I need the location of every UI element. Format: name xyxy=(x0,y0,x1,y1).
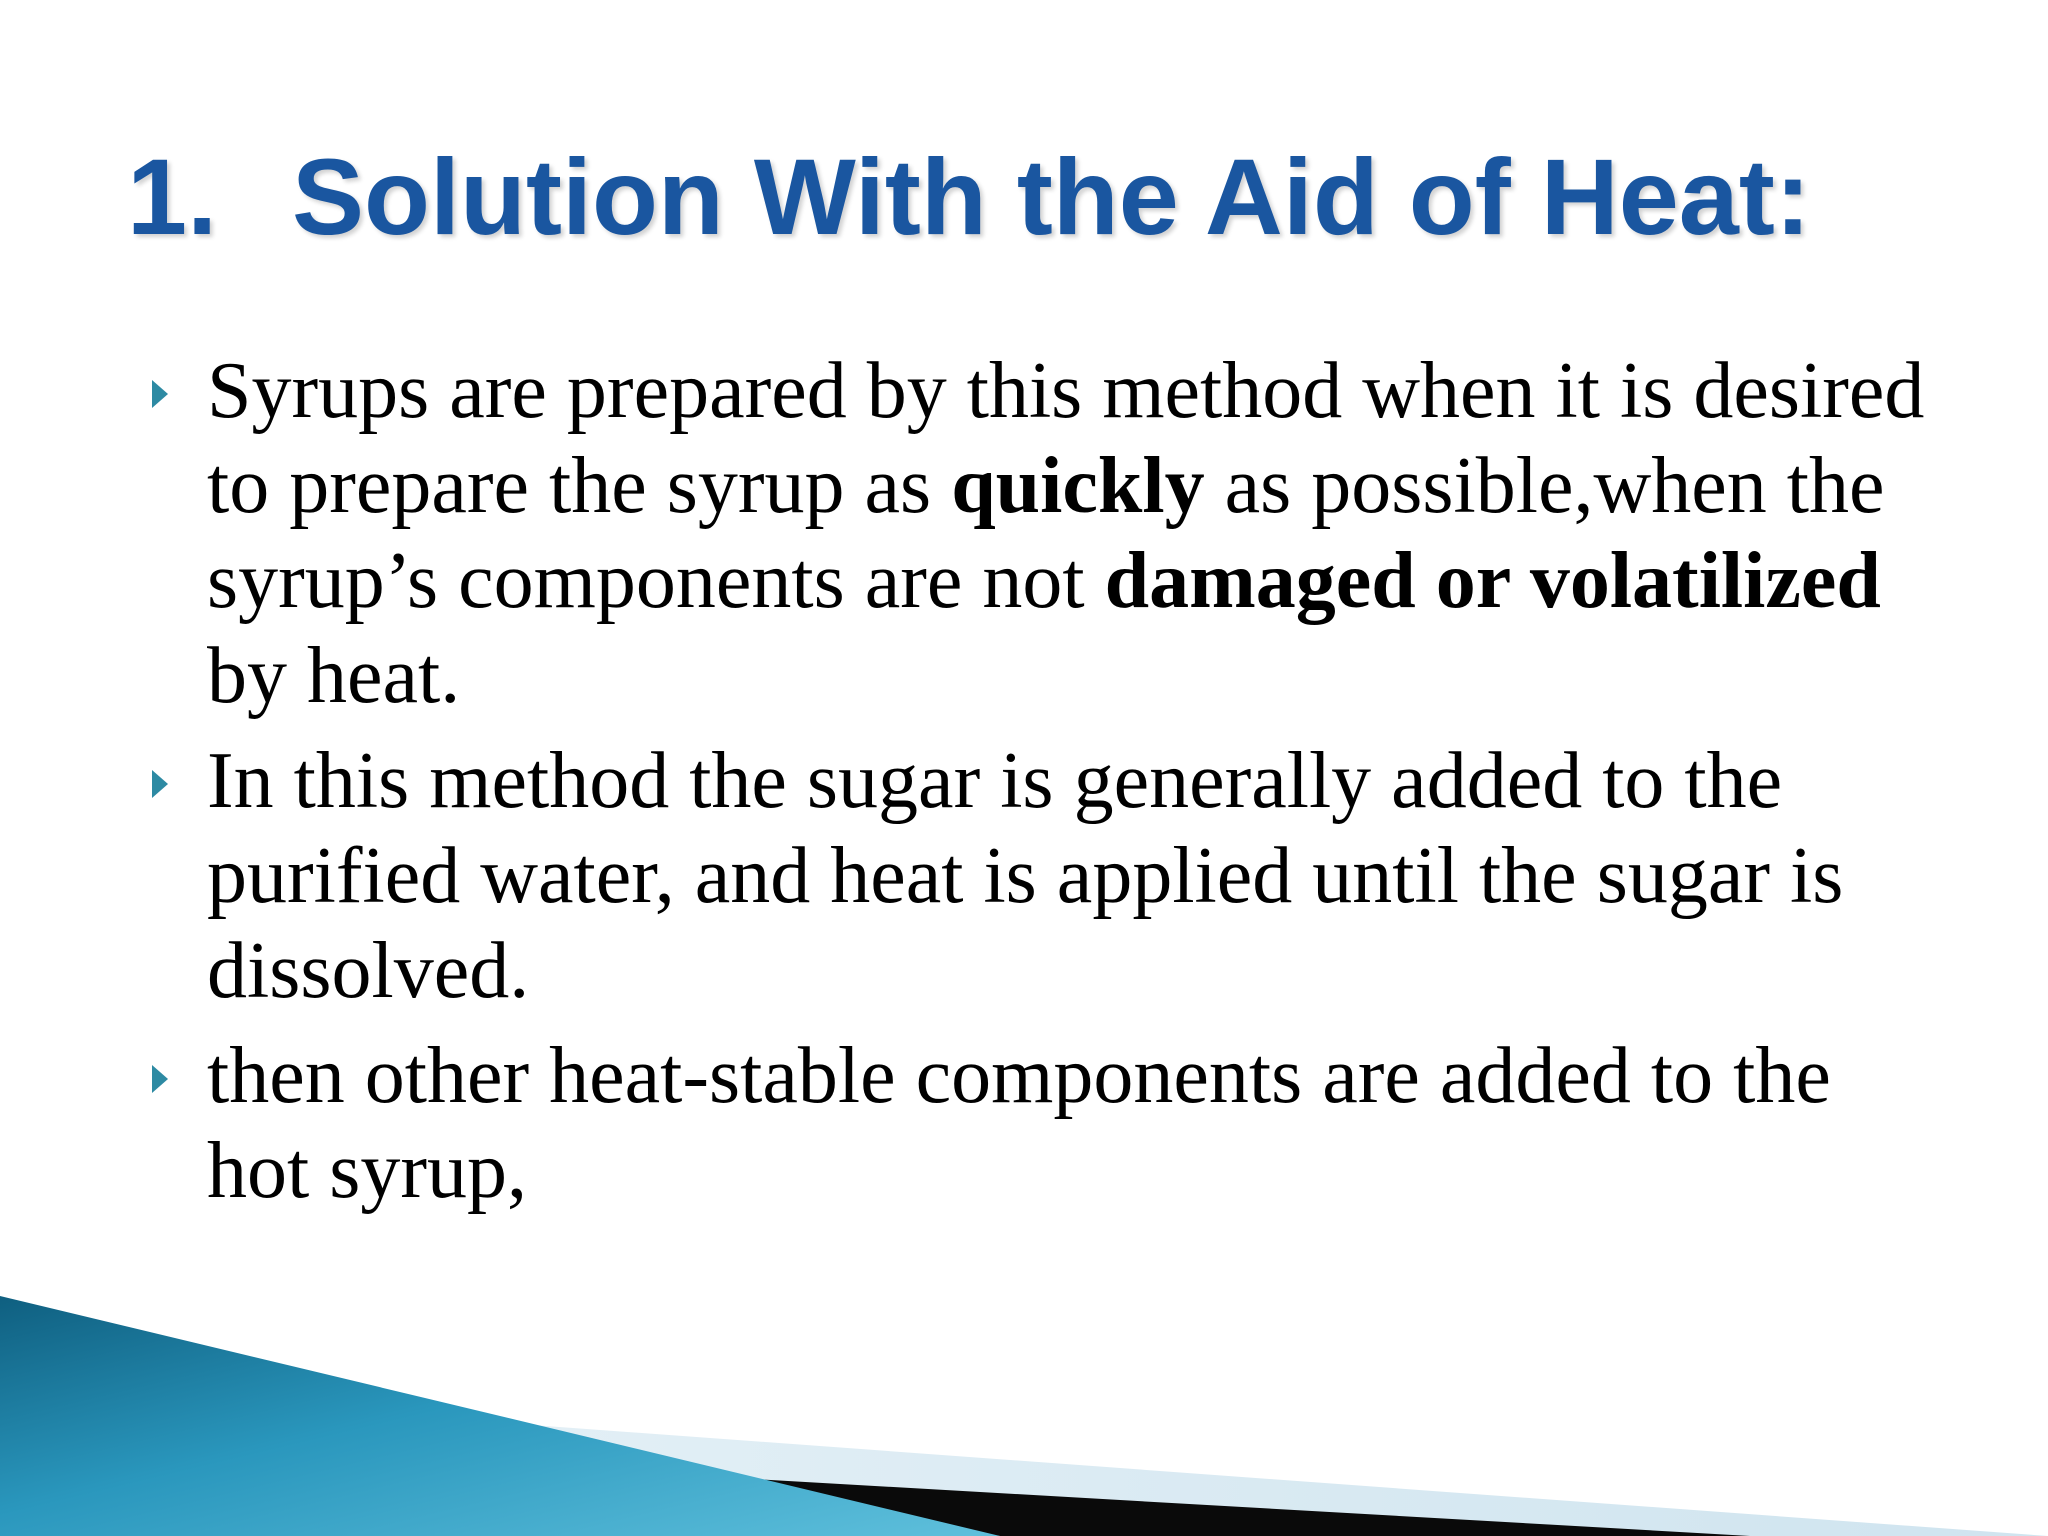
decor-teal-wedge xyxy=(0,1296,1000,1536)
triangle-right-icon xyxy=(152,380,168,408)
bullet-3-text: then other heat-stable components are added to the hot syrup, xyxy=(207,1032,1831,1215)
slide-decoration xyxy=(0,1296,2048,1536)
bullet-2-text: In this method the sugar is generally added to the purified water, and heat is applied until the sugar is dissolved. xyxy=(207,737,1844,1015)
triangle-right-icon xyxy=(152,770,168,798)
bullet-1-bold-damaged: damaged or volatilized xyxy=(1104,537,1881,625)
bullet-1-text-c: by heat. xyxy=(207,632,461,720)
triangle-right-icon xyxy=(152,1065,168,1093)
title-number: 1. xyxy=(127,136,218,257)
title-text: Solution With the Aid of Heat: xyxy=(292,136,1811,257)
slide-title xyxy=(127,132,1811,262)
bullet-1-text-a: Syrups are prepared by this method when it is desired to prepare the syrup as xyxy=(207,347,1925,530)
bullet-item-2 xyxy=(130,734,1930,1019)
bullet-list xyxy=(130,344,1930,1229)
bullet-item-1 xyxy=(130,344,1930,724)
bullet-item-3 xyxy=(130,1029,1930,1219)
bullet-1-bold-quickly: quickly xyxy=(951,442,1205,530)
bullet-1-text-b: as possible,when the syrup’s components are not xyxy=(207,442,1885,625)
